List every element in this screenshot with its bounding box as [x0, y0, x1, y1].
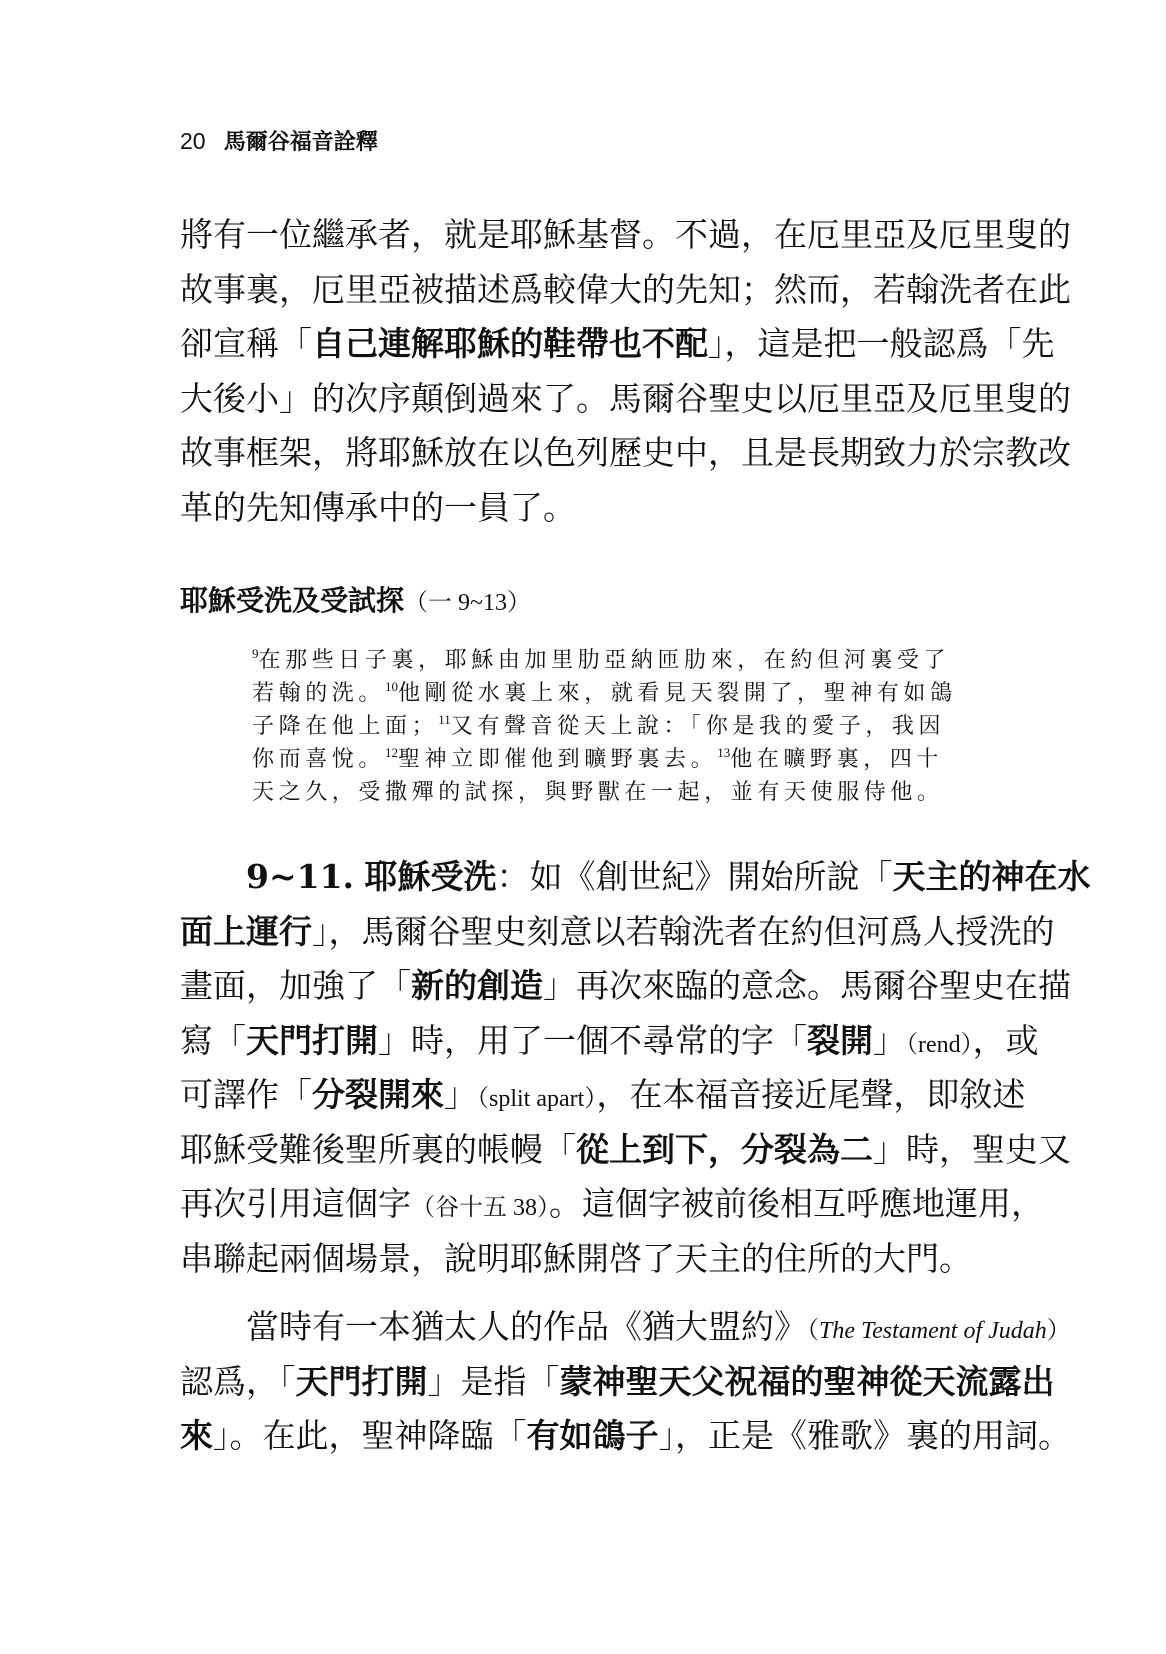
text-segment: 。這個字被前後相互呼應地運用，	[549, 1184, 1044, 1223]
text-segment: ）	[1046, 1318, 1071, 1344]
verse-text: 聖神立即催他到曠野裏去。	[398, 747, 718, 772]
text-line	[180, 1068, 1026, 1123]
text-line: 故事框架，將耶穌放在以色列歷史中，且是長期致力於宗教改	[180, 433, 1071, 472]
running-header	[180, 126, 378, 158]
verse-text: 子降在他上面；	[252, 714, 439, 739]
page-number: 20	[180, 128, 206, 154]
scripture-quote	[252, 644, 957, 809]
text-segment: 再次引用這個字	[180, 1184, 411, 1223]
text-line: 故事裏，厄里亞被描述爲較偉大的先知；然而，若翰洗者在此	[180, 269, 1071, 309]
emphasis-text: 從上到下，分裂為二	[576, 1129, 873, 1169]
text-segment: 」。在此，聖神降臨「	[213, 1416, 527, 1455]
text-segment: 」，馬爾谷聖史刻意以若翰洗者在約但河爲人授洗的	[312, 911, 1055, 951]
section-reference: （一 9~13）	[404, 590, 531, 616]
emphasis-text: 蒙神聖天父祝福的聖神從天流露出	[559, 1361, 1055, 1401]
quote-line	[252, 776, 952, 809]
verse-text: 他剛從水裏上來，就看見天裂開了，聖神有如鴿	[398, 681, 957, 706]
work-title-english: The Testament of Judah	[819, 1318, 1047, 1344]
text-segment: 」是指「	[427, 1361, 560, 1401]
book-title: 馬爾谷福音詮釋	[223, 130, 378, 155]
quote-line	[252, 743, 952, 776]
verse-label: 9~11.	[246, 857, 355, 896]
emphasis-text: 天主的神在水	[892, 857, 1091, 896]
text-segment: 」	[873, 1020, 906, 1060]
section-heading	[180, 583, 531, 621]
text-line	[180, 1409, 1071, 1464]
scripture-citation: （谷十五 38）	[411, 1195, 549, 1221]
text-line: 將有一位繼承者，就是耶穌基督。不過，在厄里亞及厄里叟的	[180, 215, 1071, 254]
text-line: 革的先知傳承中的一員了。	[180, 487, 576, 527]
verse-text: 他在曠野裏，四十	[730, 747, 944, 772]
text-segment: 」，這是把一般認爲「先	[708, 324, 1055, 363]
text-line	[180, 905, 1055, 960]
emphasis-text: 天門打開	[295, 1361, 428, 1401]
text-line	[180, 1300, 1071, 1355]
text-segment: 寫「	[180, 1020, 246, 1060]
text-line	[180, 317, 1055, 372]
commentary-paragraph	[180, 850, 1091, 1286]
topic-label: 耶穌受洗	[364, 857, 497, 896]
text-segment: 卻宣稱「	[180, 324, 312, 363]
quote-line	[252, 710, 952, 743]
verse-text: 在那些日子裏，耶穌由加里肋亞納匝肋來，在約但河裏受了	[258, 648, 951, 673]
text-line	[180, 1177, 1044, 1232]
commentary-paragraph	[180, 1300, 1071, 1464]
text-segment: 耶穌受難後聖所裏的帳幔「	[180, 1129, 576, 1169]
text-segment: 可譯作「	[180, 1075, 312, 1114]
emphasis-text: 分裂開來	[312, 1075, 444, 1114]
emphasis-text: 天門打開	[246, 1020, 378, 1060]
text-line: 大後小」的次序顛倒過來了。馬爾谷聖史以厄里亞及厄里叟的	[180, 378, 1071, 418]
verse-number: 10	[385, 679, 399, 694]
text-line	[180, 959, 1071, 1014]
text-line: 串聯起兩個場景，說明耶穌開啓了天主的住所的大門。	[180, 1238, 972, 1278]
emphasis-text: 有如鴿子	[526, 1416, 659, 1455]
text-line	[180, 1014, 1039, 1069]
emphasis-text: 裂開	[807, 1020, 873, 1060]
intro-paragraph	[180, 208, 1071, 535]
section-title: 耶穌受洗及受試探	[180, 584, 405, 617]
verse-text: 天之久，受撒殫的試探，與野獸在一起，並有天使服侍他。	[252, 780, 944, 805]
verse-text: 又有聲音從天上說：「你是我的愛子，我因	[450, 714, 946, 739]
text-line	[180, 850, 1091, 905]
latin-gloss: （split apart）	[477, 1086, 597, 1112]
verse-number: 11	[438, 712, 451, 727]
emphasis-text: 來	[180, 1416, 213, 1455]
text-segment: 畫面，加強了「	[180, 966, 411, 1005]
text-segment: 當時有一本猶太人的作品《猶大盟約》	[246, 1307, 807, 1346]
emphasis-text: 面上運行	[180, 911, 312, 951]
text-segment: 認爲，「	[180, 1361, 296, 1401]
verse-text: 你而喜悅。	[252, 747, 386, 772]
text-segment: ，在本福音接近尾聲，即敘述	[596, 1075, 1026, 1114]
text-segment: ，或	[972, 1020, 1039, 1060]
text-line	[180, 1355, 1055, 1410]
text-segment: 」	[444, 1075, 477, 1114]
text-segment: 」再次來臨的意念。馬爾谷聖史在描	[543, 966, 1071, 1005]
verse-text: 若翰的洗。	[252, 681, 386, 706]
emphasis-text: 新的創造	[411, 966, 543, 1005]
verse-number: 13	[717, 745, 731, 760]
verse-number: 9	[252, 646, 259, 661]
quote-line	[252, 644, 952, 677]
quote-line	[252, 677, 957, 710]
latin-gloss: （rend）	[906, 1031, 973, 1058]
text-segment: 」時，聖史又	[873, 1129, 1071, 1169]
text-segment: （	[807, 1318, 819, 1344]
text-line	[180, 1123, 1071, 1178]
text-segment: ：如《創世紀》開始所說「	[496, 857, 893, 896]
text-segment: 」，正是《雅歌》裏的用詞。	[658, 1416, 1071, 1455]
emphasis-text: 自己連解耶穌的鞋帶也不配	[312, 324, 708, 363]
text-segment: 」時，用了一個不尋常的字「	[378, 1020, 807, 1060]
verse-number: 12	[385, 745, 399, 760]
